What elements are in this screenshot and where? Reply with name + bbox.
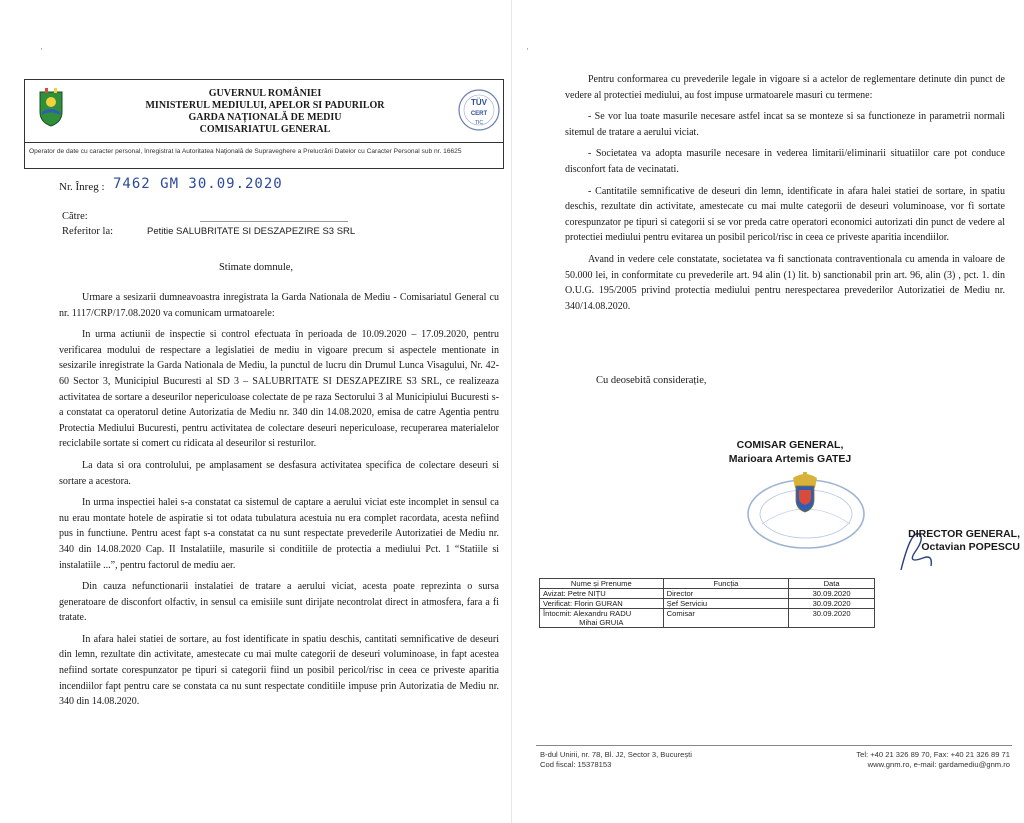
table-row: [540, 599, 875, 609]
date-cell: 30.09.2020: [789, 609, 875, 628]
role-cell: Director: [663, 589, 789, 599]
paragraph: La data si ora controlului, pe amplasament se desfasura activitatea specifica de colectare deseuri si sortare a acestora.: [59, 459, 499, 487]
reference-value: Petitie SALUBRITATE SI DESZAPEZIRE S3 SRL: [147, 226, 356, 237]
institution-name: [85, 88, 445, 136]
role-cell: Comisar: [663, 609, 789, 628]
paragraph: In urma inspectiei halei s-a constatat ca sistemul de captare a aerului viciat este incomplet in sensul ca nu erau montate hotele de aspiratie si tot odata tubulatura acestuia nu era complet racordata, acesta nefiind pus in functiune. Pentru acest fapt s-a constatat ca nu sunt respectate prevederile Autorizatiei de Mediu nr. 340 din 14.08.2020 Cap. II Instalatiile, masurile si conditiile de protectia a mediului Pct. 1 “Statiile si instalatiile ...”, pentru factorul de mediu aer.: [59, 497, 499, 571]
name-cell: [540, 609, 664, 628]
director-title: DIRECTOR GENERAL,: [908, 528, 1020, 540]
institution-line: GARDA NAȚIONALĂ DE MEDIU: [188, 112, 342, 123]
closing-formula: Cu deosebită considerație,: [596, 375, 707, 386]
institution-line: GUVERNUL ROMÂNIEI: [208, 88, 322, 99]
footer-divider: [536, 745, 1012, 746]
letter-body-left: [59, 290, 499, 716]
column-header: Data: [789, 579, 875, 589]
footer-address-block: [540, 750, 692, 770]
footer-web: www.gnm.ro, e-mail: gardamediu@gnm.ro: [867, 760, 1010, 769]
paragraph: In urma actiunii de inspectie si control efectuata în perioada de 10.09.2020 – 17.09.2020, pentru verificarea modului de respectare a legislatiei de mediu in vigoare precum si aspectele mentionate in sesizarile inregistrate la Garda Nationala de Mediu, la punctul de lucru din Drumul Lunca Visagului, Nr. 42-60 Sector 3, Municipiul Bucuresti al SD 3 – SALUBRITATE SI DESZAPEZIRE S3 SRL, ce realizeaza activitatea de sortare a deseurilor nepericuloase colectate de pe raza Sectorului 3 al Municipiului Bucuresti s-a constatat ca operatorul detine Autorizatia de Mediu nr. 340 din 14.08.2020, emisa de catre Agentia pentru Protectia Mediului Bucuresti, pentru activitatea de colectare deseuri nepericuloase, recuperarea materialelor reciclabile sortate si comert cu ridicata al deseurilor si resturilor.: [59, 329, 499, 450]
paragraph: Pentru conformarea cu prevederile legale in vigoare si a actelor de reglementare detinute din punct de vedere al protectiei mediului, au fost impuse urmatoarele masuri cu termene:: [565, 74, 1005, 101]
name-line: Întocmit: Alexandru RADU: [543, 609, 632, 618]
letter-body-right: [565, 72, 1005, 320]
commissioner-signature-block: [690, 438, 890, 466]
column-header: Nume și Prenume: [540, 579, 664, 589]
commissioner-title: COMISAR GENERAL,: [736, 439, 844, 451]
footer-phone: Tel: +40 21 326 89 70, Fax: +40 21 326 89 71: [856, 750, 1010, 759]
name-line: Mihai GRUIA: [579, 618, 624, 627]
cert-mid-text: CERT: [470, 111, 488, 117]
footer-fiscal-code: Cod fiscal: 15378153: [540, 760, 612, 769]
addressee-label: Către:: [62, 211, 88, 222]
date-cell: 30.09.2020: [789, 599, 875, 609]
role-cell: Șef Serviciu: [663, 599, 789, 609]
paragraph: Urmare a sesizarii dumneavoastra inregistrata la Garda Nationala de Mediu - Comisariatul General cu nr. 1117/CRP/17.08.2020 va comunicam urmatoarele:: [59, 292, 499, 319]
paragraph: - Cantitatile semnificative de deseuri din lemn, identificate in afara halei statiei de sortare, in spatiu deschis, rezultate din activitate, amestecate cu mai multe categorii de deseuri voluminoase, vor fi sortate corespunzator pe tipuri si categorii si se vor preda catre operatori economici autorizati din punct de vedere al protectiei mediului pentru evitarea un posibil pericol/risc in ceea ce priveste aparitia incendiilor.: [565, 185, 1005, 244]
paragraph: Avand in vedere cele constatate, societatea va fi sanctionata contraventionala cu amenda in valoare de 50.000 lei, in conformitate cu prevederile art. 94 alin (1) lit. b) sanctionabil prin art. 96, alin (3) , pct. 1. din O.U.G. 195/2005 privind protectia mediului pentru nerespectarea prevederilor Autorizatiei de Mediu nr. 340/14.08.2020.: [565, 253, 1005, 312]
registration-label: Nr. Înreg :: [59, 181, 105, 193]
letterhead-top: [25, 80, 503, 143]
salutation: Stimate domnule,: [218, 262, 294, 273]
registration-number: 7462 GM 30.09.2020: [113, 176, 283, 192]
addressee-line: [200, 221, 348, 222]
certification-badge-icon: [457, 88, 501, 134]
footer-address: B-dul Unirii, nr. 78, Bl. J2, Sector 3, București: [540, 750, 692, 759]
name-cell: Avizat: Petre NIȚU: [540, 589, 664, 599]
commissioner-name: Marioara Artemis GATEJ: [728, 453, 852, 465]
coat-of-arms-icon: [790, 472, 820, 516]
name-cell: Verificat: Florin GURAN: [540, 599, 664, 609]
approval-table: [539, 578, 875, 628]
reference-label: Referitor la:: [62, 226, 114, 237]
table-row: [540, 609, 875, 628]
date-cell: 30.09.2020: [789, 589, 875, 599]
institution-line: COMISARIATUL GENERAL: [199, 124, 331, 135]
footer-contact-block: [820, 750, 1010, 770]
table-row: [540, 589, 875, 599]
paragraph: In afara halei statiei de sortare, au fost identificate in spatiu deschis, cantitati semnificative de deseuri din lemn, rezultate din activitate, amestecate cu mai multe categorii de deseuri voluminoase, in fapt acestea nefiind sortate corespunzator pe tipuri si categorii fiind un posibil pericol/risc in ceea ce priveste aparitia incendiilor fapt pentru care se constata ca nu sunt respectate conditiile impuse prin Autorizatia de Mediu nr. 340 din 14.08.2020.: [59, 633, 499, 708]
paragraph: - Se vor lua toate masurile necesare astfel incat sa se monteze si sa functioneze in parametrii normali sitemul de tratare a aerului viciat.: [565, 111, 1005, 138]
director-name: Octavian POPESCU: [921, 541, 1020, 553]
scan-mark: ·: [526, 44, 529, 54]
gdpr-notice: Operator de date cu caracter personal, înregistrat la Autoritatea Naţională de Supraveghere a Prelucrării Datelor cu Caracter Personal sub nr. 16625: [29, 148, 462, 155]
paragraph: Din cauza nefunctionarii instalatiei de tratare a aerului viciat, acesta poate reprezinta o sursa generatoare de disconfort olfactiv, in sensul ca emisiile sunt dirijate necontrolat direct in atmosfera, fara a fi tratate.: [59, 581, 499, 624]
paragraph: - Societatea va adopta masurile necesare in vederea limitarii/eliminarii situatiilor care pot conduce disconfort fata de vecinatati.: [565, 148, 1005, 175]
cert-bottom-text: TIC: [474, 120, 484, 126]
director-signature-block: [855, 528, 1020, 554]
letterhead: [24, 79, 504, 169]
cert-top-text: TÜV: [471, 98, 487, 107]
scan-mark: ·: [40, 44, 43, 54]
gnm-logo-icon: [37, 88, 65, 128]
institution-line: MINISTERUL MEDIULUI, APELOR SI PADURILOR: [145, 100, 385, 111]
table-header-row: [540, 579, 875, 589]
column-header: Funcția: [663, 579, 789, 589]
